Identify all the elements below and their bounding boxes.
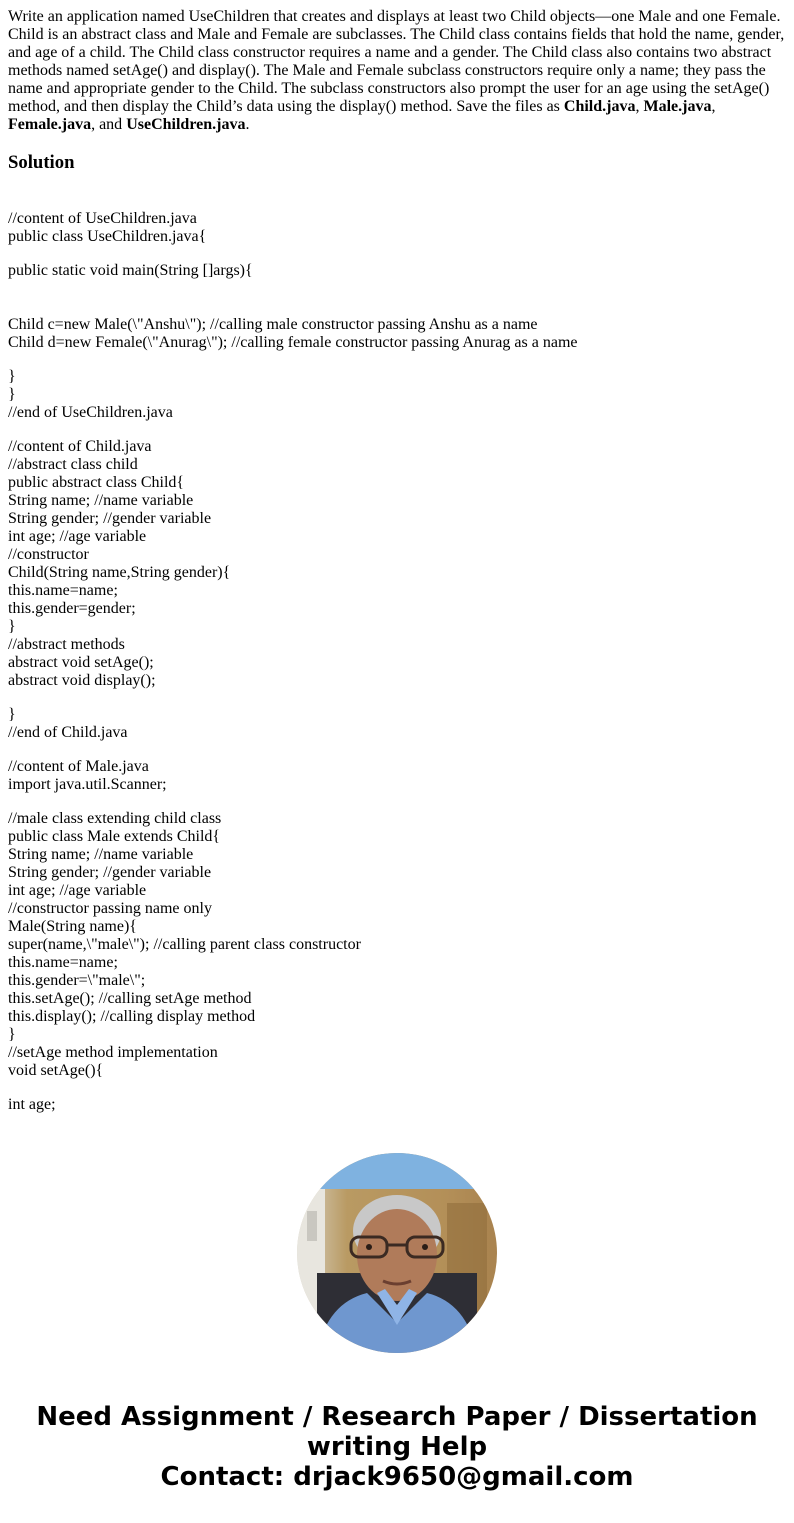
code-line: this.name=name; [8, 954, 118, 971]
code-line: abstract void setAge(); [8, 654, 154, 671]
problem-text: Write an application named UseChildren that creates and displays at least two Child objects—one Male and one Female. Child is an abstract class and Male and Female are subclasses. The Child class contains fields that hold the name, gender, and age of a child. The Child class constructor requires a name and a gender. The Child class also contains two abstract methods named setAge() and display(). The Male and Female subclass constructors require only a name; they pass the name and appropriate gender to the Child. The subclass constructors also prompt the user for an age using the setAge() method, and then display the Child’s data using the display() method. Save the files as [8, 8, 785, 115]
problem-statement [8, 8, 786, 134]
code-line: } [8, 386, 16, 403]
filename-child: Child.java [563, 98, 636, 115]
code-line: //content of Child.java [8, 438, 152, 455]
code-line: public class Male extends Child{ [8, 828, 221, 845]
code-line: Child d=new Female(\"Anurag\"); //calling female constructor passing Anurag as a name [8, 334, 578, 351]
code-line: public static void main(String []args){ [8, 262, 253, 279]
code-block-male-tail [8, 1096, 786, 1114]
code-line: String name; //name variable [8, 846, 194, 863]
code-line: this.gender=\"male\"; [8, 972, 146, 989]
code-line: //content of Male.java [8, 758, 149, 775]
code-line: //constructor [8, 546, 89, 563]
code-line: } [8, 706, 16, 723]
code-line: this.setAge(); //calling setAge method [8, 990, 252, 1007]
code-line: Male(String name){ [8, 918, 137, 935]
filename-male: Male.java [643, 98, 712, 115]
code-block-usechildren [8, 210, 786, 246]
promo-line-1: Need Assignment / Research Paper / Dissertation [36, 1402, 758, 1432]
code-line: public abstract class Child{ [8, 474, 185, 491]
solution-heading: Solution [8, 152, 75, 173]
contact-line: Contact: drjack9650@gmail.com [160, 1462, 634, 1492]
code-line: this.display(); //calling display method [8, 1008, 256, 1025]
code-line: int age; //age variable [8, 528, 147, 545]
code-line: Child c=new Male(\"Anshu\"); //calling male constructor passing Anshu as a name [8, 316, 538, 333]
period: . [245, 116, 250, 133]
code-line: //end of UseChildren.java [8, 404, 173, 421]
portrait-image [297, 1153, 497, 1353]
code-line: //abstract class child [8, 456, 138, 473]
solution-code [8, 210, 786, 1114]
code-line: int age; //age variable [8, 882, 147, 899]
code-line: super(name,\"male\"); //calling parent class constructor [8, 936, 361, 953]
code-line: } [8, 1026, 16, 1043]
code-line: //content of UseChildren.java [8, 210, 197, 227]
code-line: void setAge(){ [8, 1062, 104, 1079]
code-block-main-body [8, 316, 786, 352]
code-line: } [8, 618, 16, 635]
code-line: //abstract methods [8, 636, 125, 653]
separator: , [711, 98, 716, 115]
code-line: String gender; //gender variable [8, 864, 212, 881]
code-line: String gender; //gender variable [8, 510, 212, 527]
filename-usechildren: UseChildren.java [126, 116, 246, 133]
author-avatar [297, 1153, 497, 1353]
code-block-male-header [8, 758, 786, 794]
code-line: //constructor passing name only [8, 900, 212, 917]
code-block-child-end [8, 706, 786, 742]
code-line: //end of Child.java [8, 724, 128, 741]
code-block-child [8, 438, 786, 690]
code-line: int age; [8, 1096, 56, 1113]
code-line: import java.util.Scanner; [8, 776, 167, 793]
filename-female: Female.java [8, 116, 92, 133]
code-line: abstract void display(); [8, 672, 156, 689]
separator: , and [91, 116, 127, 133]
code-line: this.name=name; [8, 582, 118, 599]
code-line: //male class extending child class [8, 810, 222, 827]
code-line: } [8, 368, 16, 385]
code-block-male [8, 810, 786, 1080]
code-line: //setAge method implementation [8, 1044, 218, 1061]
promo-line-2: writing Help [306, 1432, 488, 1462]
code-line: Child(String name,String gender){ [8, 564, 231, 581]
code-line: this.gender=gender; [8, 600, 136, 617]
code-line: public class UseChildren.java{ [8, 228, 207, 245]
code-block-main-signature [8, 262, 786, 280]
separator: , [635, 98, 644, 115]
code-block-usechildren-end [8, 368, 786, 422]
code-line: String name; //name variable [8, 492, 194, 509]
page-content [8, 8, 786, 1130]
promo-footer [0, 1402, 794, 1492]
